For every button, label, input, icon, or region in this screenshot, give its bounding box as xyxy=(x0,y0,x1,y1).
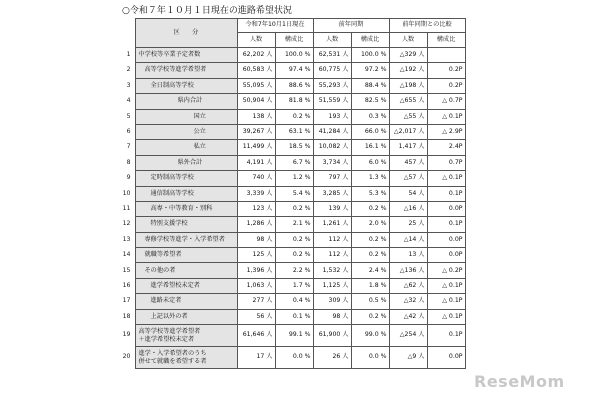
row-label: 進路未定者 xyxy=(135,294,237,309)
current-ratio: 0.2 % xyxy=(275,109,313,124)
prev-ratio: 82.5 % xyxy=(351,94,389,109)
prev-group-header: 前年同期 xyxy=(313,19,389,33)
diff-count: 457 人 xyxy=(389,155,427,170)
current-ratio: 0.1 % xyxy=(275,309,313,324)
current-ratio: 2.2 % xyxy=(275,263,313,278)
row-number: 17 xyxy=(122,297,131,305)
diff-ratio: 0.1P xyxy=(427,217,465,232)
table-row xyxy=(113,278,503,293)
row-label: 上記以外の者 xyxy=(135,309,237,324)
current-group-header: 令和7年10月1日現在 xyxy=(237,19,313,33)
diff-count: △136 人 xyxy=(389,263,427,278)
diff-count: △55 人 xyxy=(389,109,427,124)
prev-ratio: 1.8 % xyxy=(351,278,389,293)
current-ratio: 0.2 % xyxy=(275,201,313,216)
enrollment-status-table xyxy=(113,18,503,369)
table-row xyxy=(113,48,503,63)
diff-count: 25 人 xyxy=(389,217,427,232)
row-label: 通信制高等学校 xyxy=(135,186,237,201)
prev-ratio: 99.0 % xyxy=(351,325,389,347)
diff-count: △192 人 xyxy=(389,63,427,78)
prev-ratio: 6.0 % xyxy=(351,155,389,170)
watermark-logo: ReseMom xyxy=(474,372,565,391)
table-row xyxy=(113,155,503,170)
row-label: 進学希望校未定者 xyxy=(135,278,237,293)
row-label: 県内合計 xyxy=(135,94,237,109)
diff-count: △14 人 xyxy=(389,232,427,247)
prev-count: 1,532 人 xyxy=(313,263,351,278)
row-number: 2 xyxy=(126,66,131,74)
prev-ratio: 0.5 % xyxy=(351,294,389,309)
row-label: 全日制高等学校 xyxy=(135,78,237,93)
diff-ratio: 0.0P xyxy=(427,347,465,369)
diff-ratio: 0.2P xyxy=(427,78,465,93)
row-label: 県外合計 xyxy=(135,155,237,170)
compare-group-header: 前年同期との比較 xyxy=(389,19,465,33)
current-ratio: 5.4 % xyxy=(275,186,313,201)
prev-ratio: 2.0 % xyxy=(351,217,389,232)
row-number: 7 xyxy=(126,143,131,151)
current-ratio: 0.2 % xyxy=(275,232,313,247)
current-ratio: 100.0 % xyxy=(275,48,313,63)
row-number: 19 xyxy=(122,331,131,339)
table-row xyxy=(113,109,503,124)
row-number: 3 xyxy=(126,81,131,89)
diff-count: 13 人 xyxy=(389,248,427,263)
row-label: その他の者 xyxy=(135,263,237,278)
col-header-ratio: 構成比 xyxy=(351,33,389,48)
table-row xyxy=(113,248,503,263)
row-label: 進学・入学希望者のうち 併せて就職を希望する者 xyxy=(135,347,237,369)
table-row xyxy=(113,78,503,93)
current-ratio: 0.4 % xyxy=(275,294,313,309)
current-count: 61,646 人 xyxy=(237,325,275,347)
kubun-header: 区 分 xyxy=(135,19,237,48)
current-count: 125 人 xyxy=(237,248,275,263)
diff-count: △32 人 xyxy=(389,294,427,309)
prev-count: 3,285 人 xyxy=(313,186,351,201)
diff-ratio: 0.0P xyxy=(427,201,465,216)
row-number: 10 xyxy=(122,189,131,197)
diff-count: 1,417 人 xyxy=(389,140,427,155)
table-row xyxy=(113,294,503,309)
prev-count: 10,082 人 xyxy=(313,140,351,155)
prev-count: 41,284 人 xyxy=(313,124,351,139)
prev-count: 55,293 人 xyxy=(313,78,351,93)
table-row xyxy=(113,347,503,369)
diff-ratio: △ 2.9P xyxy=(427,124,465,139)
table-row xyxy=(113,263,503,278)
prev-ratio: 16.1 % xyxy=(351,140,389,155)
table-row xyxy=(113,171,503,186)
current-count: 740 人 xyxy=(237,171,275,186)
diff-count: △42 人 xyxy=(389,309,427,324)
row-number: 13 xyxy=(122,235,131,243)
prev-ratio: 0.2 % xyxy=(351,201,389,216)
table-row xyxy=(113,309,503,324)
current-count: 62,202 人 xyxy=(237,48,275,63)
diff-ratio: △ 0.2P xyxy=(427,263,465,278)
row-label: 定時制高等学校 xyxy=(135,171,237,186)
diff-ratio: 0.1P xyxy=(427,186,465,201)
diff-ratio: 0.0P xyxy=(427,248,465,263)
row-number: 16 xyxy=(122,281,131,289)
prev-count: 193 人 xyxy=(313,109,351,124)
table-row xyxy=(113,201,503,216)
row-number: 9 xyxy=(126,174,131,182)
prev-count: 51,559 人 xyxy=(313,94,351,109)
diff-ratio: 0.7P xyxy=(427,155,465,170)
prev-count: 60,775 人 xyxy=(313,63,351,78)
current-count: 50,904 人 xyxy=(237,94,275,109)
prev-count: 1,261 人 xyxy=(313,217,351,232)
prev-count: 309 人 xyxy=(313,294,351,309)
row-label: 公立 xyxy=(135,124,237,139)
current-count: 1,396 人 xyxy=(237,263,275,278)
prev-ratio: 1.3 % xyxy=(351,171,389,186)
col-header-ratio: 構成比 xyxy=(275,33,313,48)
prev-count: 61,900 人 xyxy=(313,325,351,347)
diff-ratio: 0.1P xyxy=(427,325,465,347)
row-label: 中学校等卒業予定者数 xyxy=(135,48,237,63)
prev-ratio: 0.3 % xyxy=(351,109,389,124)
row-label: 国立 xyxy=(135,109,237,124)
current-ratio: 81.8 % xyxy=(275,94,313,109)
row-label: 高等学校等進学希望者 ＋進学希望校未定者 xyxy=(135,325,237,347)
table-row xyxy=(113,186,503,201)
current-ratio: 18.5 % xyxy=(275,140,313,155)
table-row xyxy=(113,140,503,155)
table-row xyxy=(113,325,503,347)
row-label: 私立 xyxy=(135,140,237,155)
current-count: 55,095 人 xyxy=(237,78,275,93)
diff-ratio: △ 0.1P xyxy=(427,309,465,324)
diff-count: △16 人 xyxy=(389,201,427,216)
table-row xyxy=(113,232,503,247)
current-count: 39,267 人 xyxy=(237,124,275,139)
row-number: 14 xyxy=(122,251,131,259)
col-header-ratio: 構成比 xyxy=(427,33,465,48)
current-ratio: 88.6 % xyxy=(275,78,313,93)
prev-ratio: 0.2 % xyxy=(351,232,389,247)
diff-count: △655 人 xyxy=(389,94,427,109)
current-count: 11,499 人 xyxy=(237,140,275,155)
current-ratio: 0.2 % xyxy=(275,248,313,263)
prev-ratio: 97.2 % xyxy=(351,63,389,78)
table-row xyxy=(113,217,503,232)
prev-count: 112 人 xyxy=(313,232,351,247)
col-header-count: 人数 xyxy=(389,33,427,48)
row-label: 就職等希望者 xyxy=(135,248,237,263)
row-number: 6 xyxy=(126,128,131,136)
prev-count: 112 人 xyxy=(313,248,351,263)
diff-ratio: △ 0.1P xyxy=(427,278,465,293)
document-title: ○令和７年１０月１日現在の進路希望状況 xyxy=(122,6,292,16)
table-row xyxy=(113,63,503,78)
current-ratio: 0.0 % xyxy=(275,347,313,369)
row-number: 4 xyxy=(126,97,131,105)
current-count: 1,286 人 xyxy=(237,217,275,232)
row-number: 18 xyxy=(122,312,131,320)
prev-count: 1,125 人 xyxy=(313,278,351,293)
current-ratio: 63.1 % xyxy=(275,124,313,139)
diff-ratio: 0.2P xyxy=(427,63,465,78)
diff-count: △9 人 xyxy=(389,347,427,369)
prev-count: 62,531 人 xyxy=(313,48,351,63)
current-count: 60,583 人 xyxy=(237,63,275,78)
current-count: 98 人 xyxy=(237,232,275,247)
diff-count: △2,017 人 xyxy=(389,124,427,139)
current-count: 17 人 xyxy=(237,347,275,369)
prev-ratio: 0.2 % xyxy=(351,309,389,324)
row-label: 高専・中等教育・別科 xyxy=(135,201,237,216)
row-label: 専修学校等進学・入学希望者 xyxy=(135,232,237,247)
prev-ratio: 0.0 % xyxy=(351,347,389,369)
current-count: 138 人 xyxy=(237,109,275,124)
prev-count: 98 人 xyxy=(313,309,351,324)
current-ratio: 6.7 % xyxy=(275,155,313,170)
prev-count: 26 人 xyxy=(313,347,351,369)
diff-ratio: 0.0P xyxy=(427,232,465,247)
diff-count: △198 人 xyxy=(389,78,427,93)
prev-ratio: 66.0 % xyxy=(351,124,389,139)
row-number: 12 xyxy=(122,220,131,228)
col-header-count: 人数 xyxy=(313,33,351,48)
diff-count: 54 人 xyxy=(389,186,427,201)
prev-count: 3,734 人 xyxy=(313,155,351,170)
current-count: 4,191 人 xyxy=(237,155,275,170)
col-header-count: 人数 xyxy=(237,33,275,48)
current-ratio: 97.4 % xyxy=(275,63,313,78)
diff-ratio: △ 0.7P xyxy=(427,94,465,109)
row-number: 20 xyxy=(122,353,131,361)
prev-ratio: 88.4 % xyxy=(351,78,389,93)
diff-count: △329 人 xyxy=(389,48,427,63)
table-row xyxy=(113,124,503,139)
current-ratio: 2.1 % xyxy=(275,217,313,232)
row-label: 高等学校等進学希望者 xyxy=(135,63,237,78)
current-count: 123 人 xyxy=(237,201,275,216)
diff-count: △62 人 xyxy=(389,278,427,293)
row-number: 15 xyxy=(122,266,131,274)
current-ratio: 1.7 % xyxy=(275,278,313,293)
diff-ratio xyxy=(427,48,465,63)
row-number: 5 xyxy=(126,112,131,120)
diff-ratio: 2.4P xyxy=(427,140,465,155)
prev-ratio: 0.2 % xyxy=(351,248,389,263)
prev-count: 139 人 xyxy=(313,201,351,216)
row-label: 特別支援学校 xyxy=(135,217,237,232)
row-number: 8 xyxy=(126,158,131,166)
row-number: 1 xyxy=(126,51,131,59)
current-count: 1,063 人 xyxy=(237,278,275,293)
current-ratio: 1.2 % xyxy=(275,171,313,186)
diff-ratio: △ 0.1P xyxy=(427,294,465,309)
current-ratio: 99.1 % xyxy=(275,325,313,347)
row-number: 11 xyxy=(122,205,131,212)
prev-ratio: 2.4 % xyxy=(351,263,389,278)
table-row xyxy=(113,94,503,109)
diff-ratio: △ 0.1P xyxy=(427,171,465,186)
diff-ratio: △ 0.1P xyxy=(427,109,465,124)
prev-ratio: 100.0 % xyxy=(351,48,389,63)
current-count: 3,339 人 xyxy=(237,186,275,201)
diff-count: △57 人 xyxy=(389,171,427,186)
current-count: 56 人 xyxy=(237,309,275,324)
diff-count: △254 人 xyxy=(389,325,427,347)
prev-ratio: 5.3 % xyxy=(351,186,389,201)
prev-count: 797 人 xyxy=(313,171,351,186)
current-count: 277 人 xyxy=(237,294,275,309)
